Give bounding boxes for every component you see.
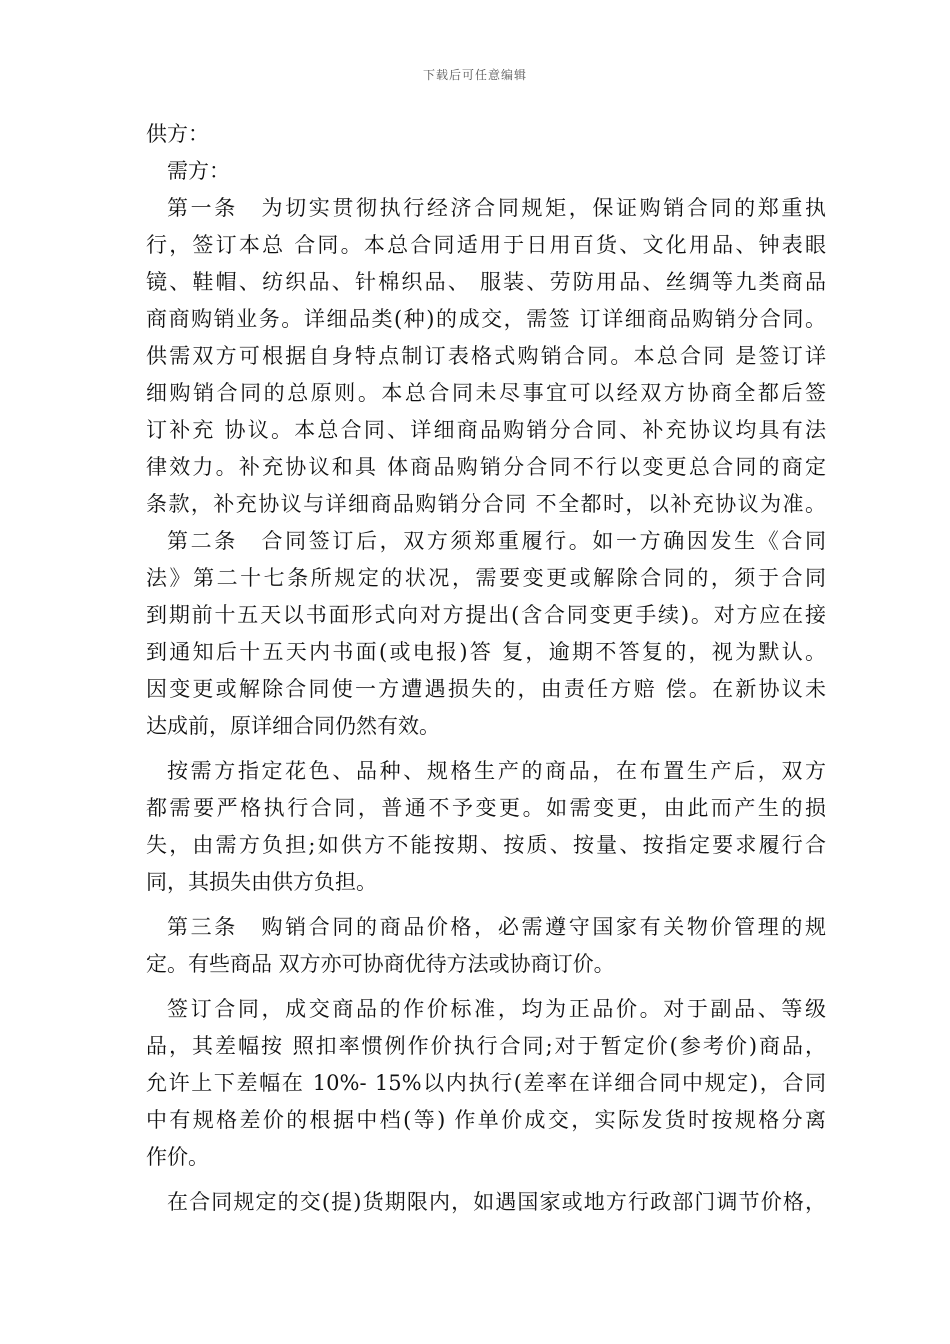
text-line: 法》第二十七条所规定的状况，需要变更或解除合同的，须于合同 bbox=[146, 566, 826, 590]
text-line: 签订合同，成交商品的作价标准，均为正品价。对于副品、等级 bbox=[167, 997, 826, 1021]
text-line: 第三条 购销合同的商品价格，必需遵守国家有关物价管理的规 bbox=[167, 915, 826, 939]
text-line: 订补充 协议。本总合同、详细商品购销分合同、补充协议均具有法 bbox=[146, 418, 826, 442]
text-line: 到通知后十五天内书面(或电报)答 复，逾期不答复的，视为默认。 bbox=[146, 640, 826, 664]
article-1-paragraph bbox=[146, 190, 826, 523]
text-line: 行，签订本总 合同。本总合同适用于日用百货、文化用品、钟表眼 bbox=[146, 233, 826, 257]
text-line: 因变更或解除合同使一方遭遇损失的，由责任方赔 偿。在新协议未 bbox=[146, 677, 826, 701]
text-line: 供需双方可根据自身特点制订表格式购销合同。本总合同 是签订详 bbox=[146, 344, 826, 368]
text-line: 第一条 为切实贯彻执行经济合同规矩，保证购销合同的郑重执 bbox=[167, 196, 826, 220]
text-line: 商商购销业务。详细品类(种)的成交，需签 订详细商品购销分合同。 bbox=[146, 307, 826, 331]
text-line: 到期前十五天以书面形式向对方提出(含合同变更手续)。对方应在接 bbox=[146, 603, 826, 627]
text-line: 细购销合同的总原则。本总合同未尽事宜可以经双方协商全都后签 bbox=[146, 381, 826, 405]
contract-body bbox=[146, 116, 826, 1221]
article-3-paragraph bbox=[146, 909, 826, 983]
text-line: 律效力。补充协议和具 体商品购销分合同不行以变更总合同的商定 bbox=[146, 455, 826, 479]
text-line: 中有规格差价的根据中档(等) 作单价成交，实际发货时按规格分离 bbox=[146, 1108, 826, 1132]
text-line: 失，由需方负担;如供方不能按期、按质、按量、按指定要求履行合 bbox=[146, 833, 826, 857]
custom-order-paragraph bbox=[146, 753, 826, 901]
page-header: 下载后可任意编辑 bbox=[422, 68, 527, 82]
text-line: 条款，补充协议与详细商品购销分合同 不全都时，以补充协议为准。 bbox=[146, 492, 826, 516]
text-line: 按需方指定花色、品种、规格生产的商品，在布置生产后，双方 bbox=[167, 759, 826, 783]
article-2-paragraph bbox=[146, 523, 826, 745]
text-line: 品，其差幅按 照扣率惯例作价执行合同;对于暂定价(参考价)商品， bbox=[146, 1034, 826, 1058]
text-line: 第二条 合同签订后，双方须郑重履行。如一方确因发生《合同 bbox=[167, 529, 826, 553]
text-line: 允许上下差幅在 10%- 15%以内执行(差率在详细合同中规定)，合同 bbox=[146, 1071, 826, 1095]
price-adjustment-paragraph bbox=[146, 1184, 826, 1221]
text-line: 达成前，原详细合同仍然有效。 bbox=[146, 714, 440, 738]
text-line: 作价。 bbox=[146, 1145, 209, 1169]
text-line: 都需要严格执行合同，普通不予变更。如需变更，由此而产生的损 bbox=[146, 796, 826, 820]
text-line: 镜、鞋帽、纺织品、针棉织品、 服装、劳防用品、丝绸等九类商品 bbox=[146, 270, 826, 294]
text-line: 在合同规定的交(提)货期限内，如遇国家或地方行政部门调节价格， bbox=[167, 1190, 826, 1214]
text-line: 定。有些商品 双方亦可协商优待方法或协商订价。 bbox=[146, 952, 615, 976]
supplier-label: 供方： bbox=[146, 122, 209, 146]
demander-label: 需方： bbox=[167, 159, 230, 183]
text-line: 同，其损失由供方负担。 bbox=[146, 870, 377, 894]
pricing-standard-paragraph bbox=[146, 991, 826, 1176]
